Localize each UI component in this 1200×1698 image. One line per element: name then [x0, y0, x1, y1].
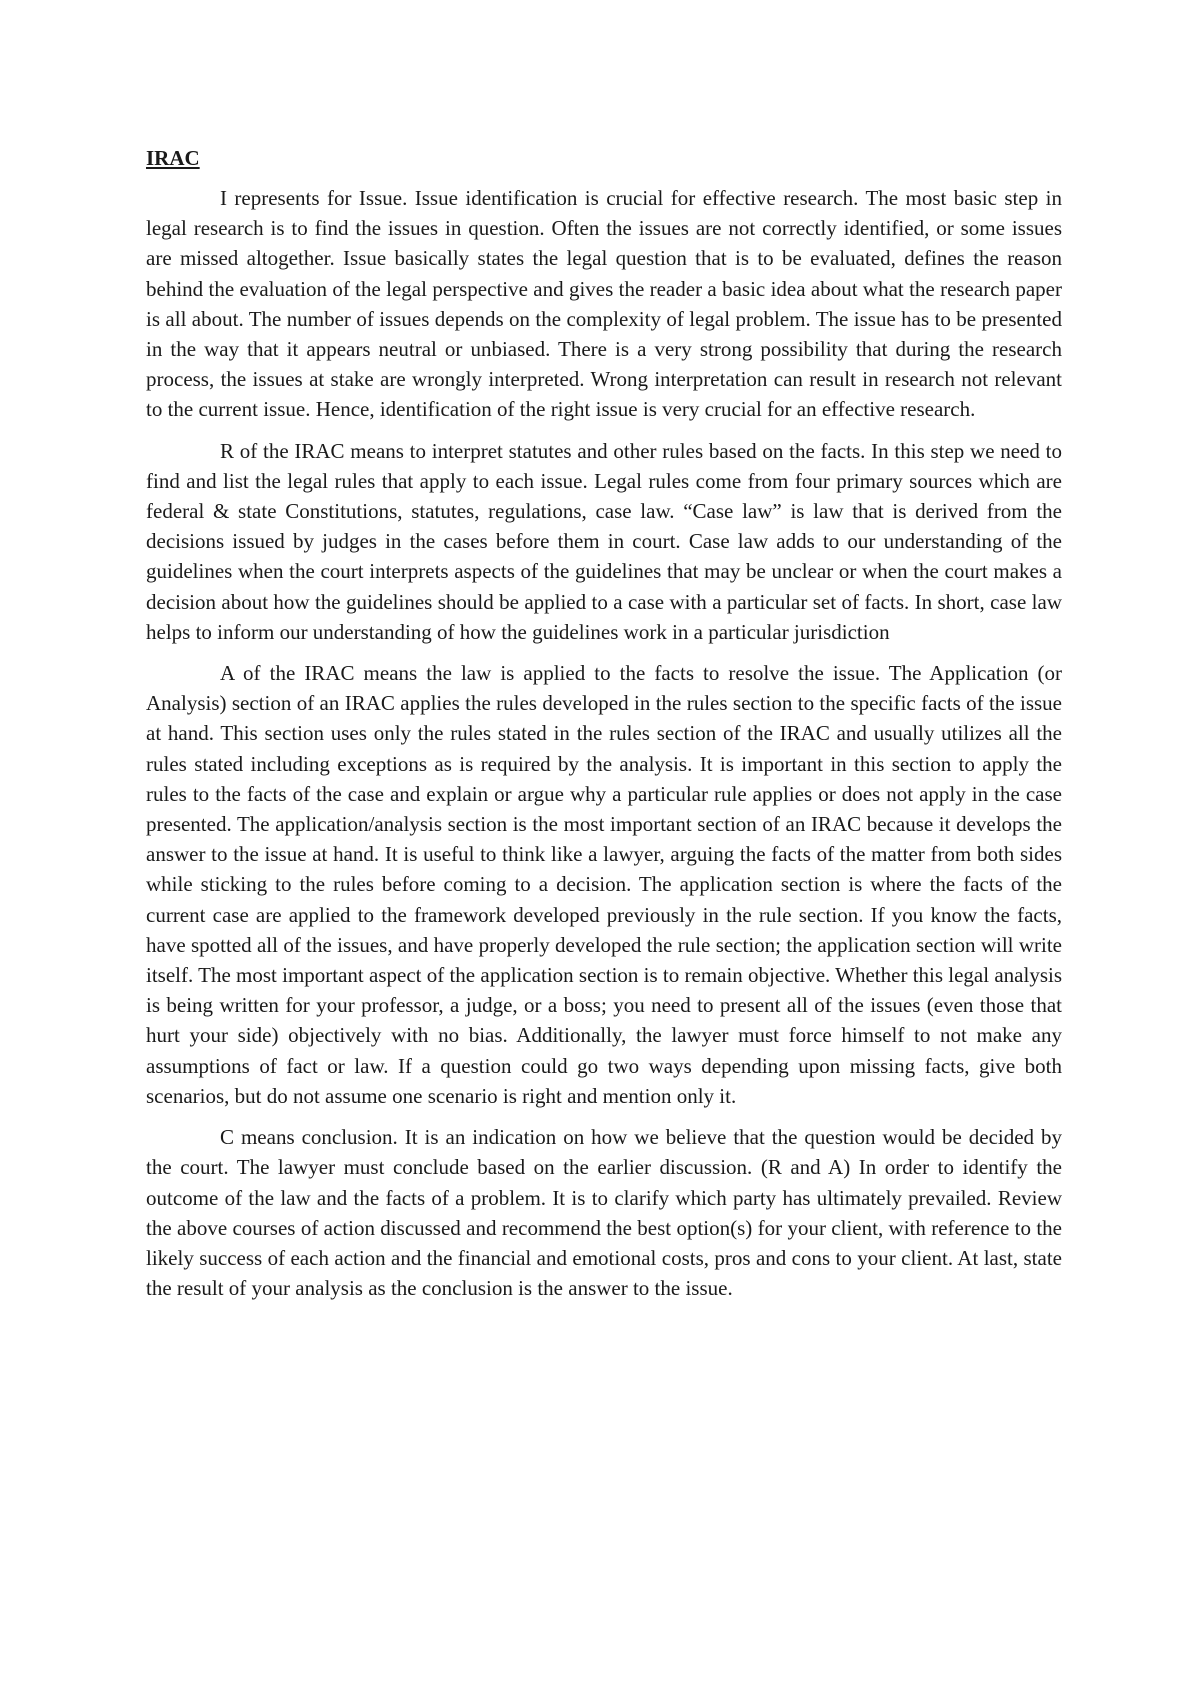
paragraph-application: A of the IRAC means the law is applied to the facts to resolve the issue. The Application (or Analysis) section of an IRAC applies the rules developed in the rules section to the specific facts of the issue at hand. This section uses only the rules stated in the rules section of the IRAC and usually utilizes all the rules stated including exceptions as is required by the analysis. It is important in this section to apply the rules to the facts of the case and explain or argue why a particular rule applies or does not apply in the case presented. The application/analysis section is the most important section of an IRAC because it develops the answer to the issue at hand. It is useful to think like a lawyer, arguing the facts of the matter from both sides while sticking to the rules before coming to a decision. The application section is where the facts of the current case are applied to the framework developed previously in the rule section. If you know the facts, have spotted all of the issues, and have properly developed the rule section; the application section will write itself. The most important aspect of the application section is to remain objective. Whether this legal analysis is being written for your professor, a judge, or a boss; you need to present all of the issues (even those that hurt your side) objectively with no bias. Additionally, the lawyer must force himself to not make any assumptions of fact or law. If a question could go two ways depending upon missing facts, give both scenarios, but do not assume one scenario is right and mention only it.	[146, 661, 1062, 1108]
paragraph-issue: I represents for Issue. Issue identification is crucial for effective research. The most basic step in legal research is to find the issues in question. Often the issues are not correctly identified, or some issues are missed altogether. Issue basically states the legal question that is to be evaluated, defines the reason behind the evaluation of the legal perspective and gives the reader a basic idea about what the research paper is all about. The number of issues depends on the complexity of legal problem. The issue has to be presented in the way that it appears neutral or unbiased. There is a very strong possibility that during the research process, the issues at stake are wrongly interpreted. Wrong interpretation can result in research not relevant to the current issue. Hence, identification of the right issue is very crucial for an effective research.	[146, 186, 1062, 422]
paragraph-rule: R of the IRAC means to interpret statutes and other rules based on the facts. In this step we need to find and list the legal rules that apply to each issue. Legal rules come from four primary sources which are federal & state Constitutions, statutes, regulations, case law. “Case law” is law that is derived from the decisions issued by judges in the cases before them in court. Case law adds to our understanding of the guidelines when the court interprets aspects of the guidelines that may be unclear or when the court makes a decision about how the guidelines should be applied to a case with a particular set of facts. In short, case law helps to inform our understanding of how the guidelines work in a particular jurisdiction	[146, 438, 1062, 644]
document-body	[146, 143, 1062, 1314]
document-title: IRAC	[146, 146, 200, 170]
paragraph-conclusion: C means conclusion. It is an indication on how we believe that the question would be decided by the court. The lawyer must conclude based on the earlier discussion. (R and A) In order to identify the outcome of the law and the facts of a problem. It is to clarify which party has ultimately prevailed. Review the above courses of action discussed and recommend the best option(s) for your client, with reference to the likely success of each action and the financial and emotional costs, pros and cons to your client. At last, state the result of your analysis as the conclusion is the answer to the issue.	[146, 1125, 1062, 1301]
